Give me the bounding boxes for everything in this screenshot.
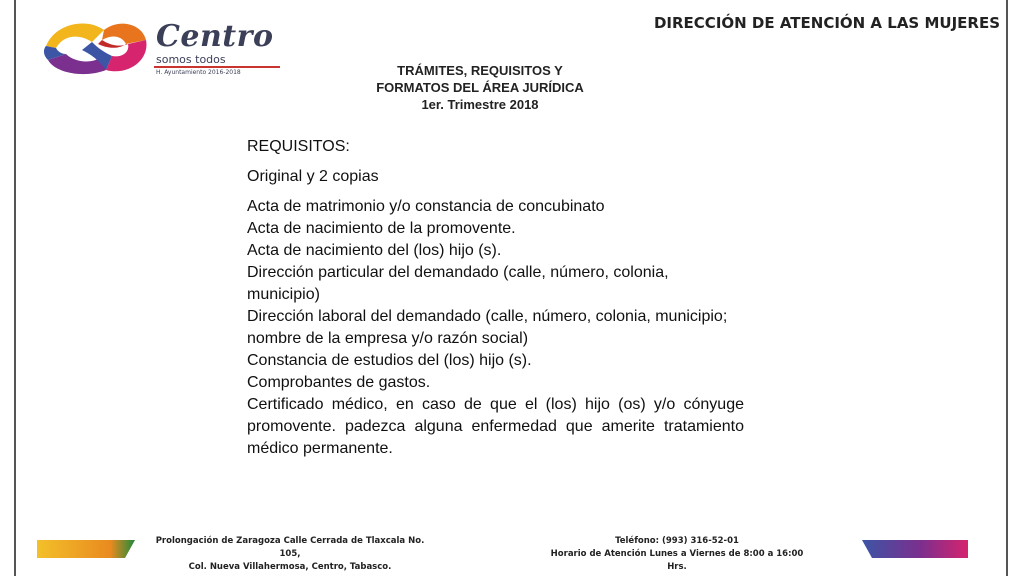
list-item: Certificado médico, en caso de que el (los) hijo (os) y/o cónyuge promovente. padezca alguna enfermedad que amerite tratamiento médico permanente. bbox=[247, 396, 744, 457]
logo-ayuntamiento: H. Ayuntamiento 2016-2018 bbox=[156, 69, 241, 76]
footer-right-stripe bbox=[862, 540, 968, 558]
footer-contact bbox=[545, 535, 809, 574]
footer-address-line-2: Col. Nueva Villahermosa, Centro, Tabasco. bbox=[188, 562, 392, 572]
list-item: Acta de nacimiento del (los) hijo (s). bbox=[247, 242, 502, 259]
requirements-list bbox=[247, 196, 744, 460]
subtitle-line-1: TRÁMITES, REQUISITOS Y bbox=[397, 63, 563, 78]
logo-slogan: somos todos bbox=[156, 53, 226, 66]
subtitle-line-2: FORMATOS DEL ÁREA JURÍDICA bbox=[376, 80, 584, 95]
list-item: Dirección laboral del demandado (calle, número, colonia, municipio; nombre de la empresa y/o razón social) bbox=[247, 308, 728, 347]
footer-phone: Teléfono: (993) 316-52-01 bbox=[615, 536, 739, 546]
list-item: Acta de nacimiento de la promovente. bbox=[247, 220, 516, 237]
requirements-heading: REQUISITOS: bbox=[247, 138, 350, 155]
document-subtitle bbox=[330, 62, 630, 113]
footer-hours: Horario de Atención Lunes a Viernes de 8:00 a 16:00 Hrs. bbox=[550, 549, 804, 572]
copies-note: Original y 2 copias bbox=[247, 168, 379, 185]
footer-address-line-1: Prolongación de Zaragoza Calle Cerrada de Tlaxcala No. 105, bbox=[155, 536, 425, 559]
centro-logo-icon bbox=[42, 16, 150, 78]
logo-name: Centro bbox=[156, 19, 274, 54]
footer-address bbox=[150, 535, 430, 574]
footer-left-stripe bbox=[37, 540, 135, 558]
list-item: Dirección particular del demandado (calle, número, colonia, municipio) bbox=[247, 264, 669, 303]
subtitle-line-3: 1er. Trimestre 2018 bbox=[421, 97, 539, 112]
requirements-section bbox=[247, 136, 744, 460]
centro-logo bbox=[42, 16, 292, 80]
department-title: DIRECCIÓN DE ATENCIÓN A LAS MUJERES bbox=[653, 14, 1000, 32]
logo-rule bbox=[154, 66, 280, 68]
list-item: Acta de matrimonio y/o constancia de concubinato bbox=[247, 198, 605, 215]
list-item: Constancia de estudios del (los) hijo (s). bbox=[247, 352, 532, 369]
list-item: Comprobantes de gastos. bbox=[247, 374, 431, 391]
